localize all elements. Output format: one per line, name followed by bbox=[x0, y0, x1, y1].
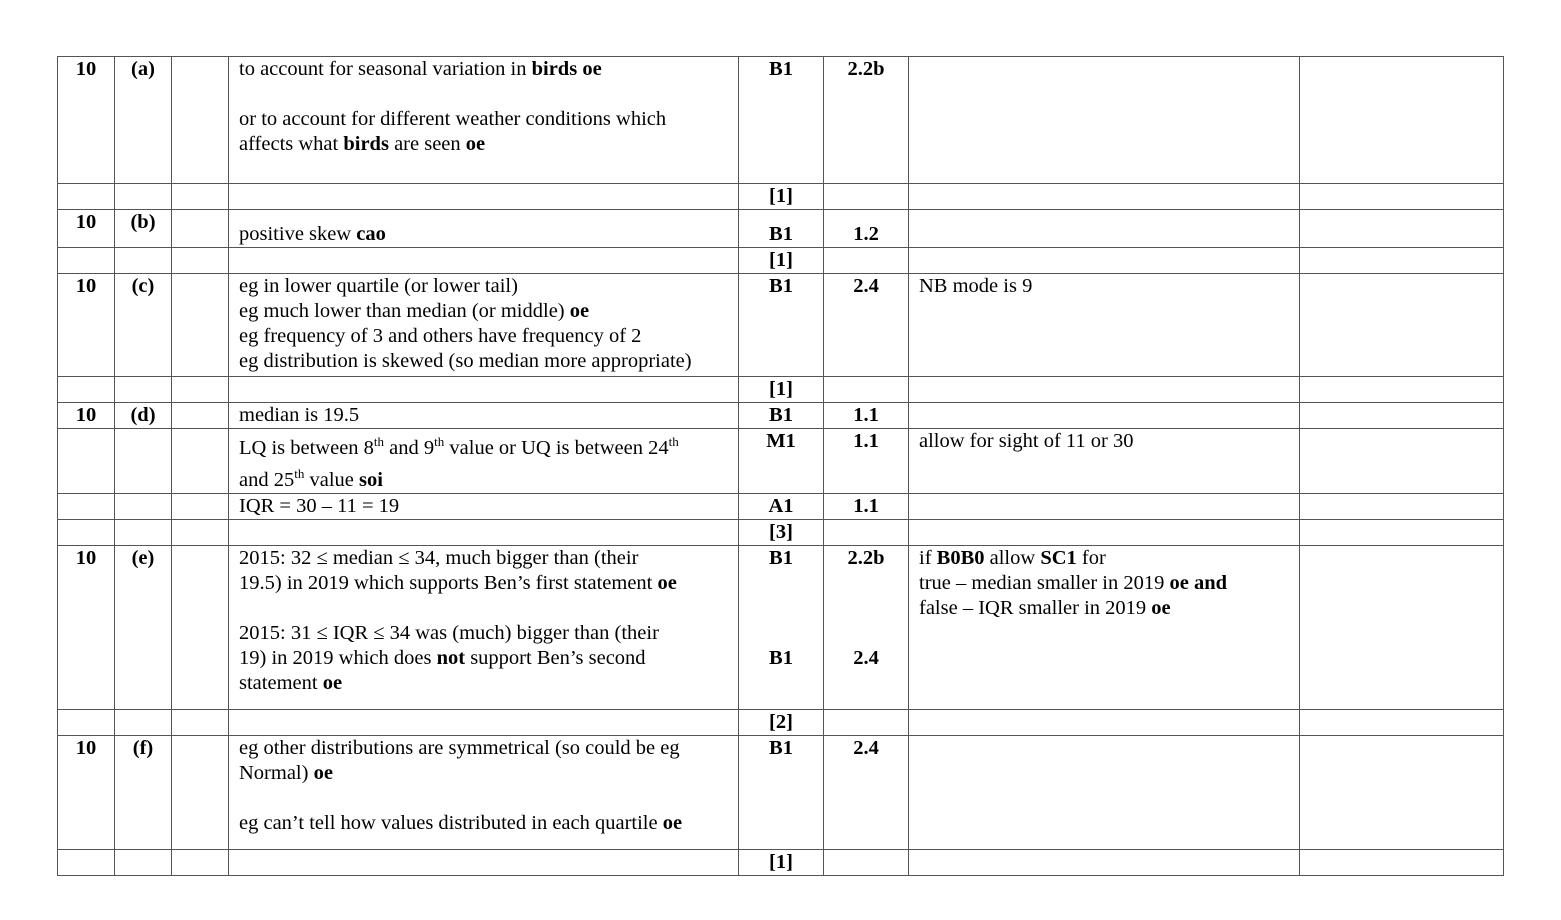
marks-cell: B1 bbox=[739, 735, 824, 849]
answer-cell: LQ is between 8th and 9th value or UQ is between 24th and 25th value soi bbox=[229, 429, 739, 494]
ao-cell: 1.1 bbox=[824, 493, 909, 519]
total-marks: [1] bbox=[739, 248, 824, 274]
row-10d-2 bbox=[58, 429, 1504, 494]
question-number: 10 bbox=[58, 545, 115, 709]
answer-cell: positive skew cao bbox=[229, 210, 739, 248]
total-marks: [1] bbox=[739, 377, 824, 403]
question-number: 10 bbox=[58, 57, 115, 184]
question-part: (b) bbox=[115, 210, 172, 248]
total-marks: [2] bbox=[739, 709, 824, 735]
ao-cell: 1.1 bbox=[824, 403, 909, 429]
total-row bbox=[58, 849, 1504, 875]
subpart-cell bbox=[172, 57, 229, 184]
question-number: 10 bbox=[58, 210, 115, 248]
row-10e bbox=[58, 545, 1504, 709]
ao-cell: 1.2 bbox=[824, 210, 909, 248]
question-number: 10 bbox=[58, 403, 115, 429]
row-10d-1 bbox=[58, 403, 1504, 429]
row-10a bbox=[58, 57, 1504, 184]
marks-cell: M1 bbox=[739, 429, 824, 494]
guidance-cell: allow for sight of 11 or 30 bbox=[909, 429, 1300, 494]
answer-cell: to account for seasonal variation in birds oe or to account for different weather conditions which affects what birds are seen oe bbox=[229, 57, 739, 184]
answer-cell: IQR = 30 – 11 = 19 bbox=[229, 493, 739, 519]
question-part: (e) bbox=[115, 545, 172, 709]
total-row bbox=[58, 709, 1504, 735]
guidance-cell bbox=[909, 57, 1300, 184]
total-marks: [1] bbox=[739, 184, 824, 210]
question-part: (c) bbox=[115, 274, 172, 377]
answer-cell: eg in lower quartile (or lower tail) eg much lower than median (or middle) oe eg frequency of 3 and others have frequency of 2 eg distribution is skewed (so median more appropriate) bbox=[229, 274, 739, 377]
question-part: (f) bbox=[115, 735, 172, 849]
ao-cell: 2.4 bbox=[824, 735, 909, 849]
guidance-cell: if B0B0 allow SC1 for true – median smaller in 2019 oe and false – IQR smaller in 2019 oe bbox=[909, 545, 1300, 709]
marks-cell: B1 bbox=[739, 274, 824, 377]
answer-cell: eg other distributions are symmetrical (so could be eg Normal) oe eg can’t tell how values distributed in each quartile oe bbox=[229, 735, 739, 849]
row-10f bbox=[58, 735, 1504, 849]
ao-cell: 1.1 bbox=[824, 429, 909, 494]
row-10d-3 bbox=[58, 493, 1504, 519]
total-marks: [1] bbox=[739, 849, 824, 875]
total-row bbox=[58, 377, 1504, 403]
extra-cell bbox=[1300, 57, 1504, 184]
question-number: 10 bbox=[58, 274, 115, 377]
mark-scheme-table bbox=[57, 56, 1504, 876]
marks-cell: A1 bbox=[739, 493, 824, 519]
total-row bbox=[58, 248, 1504, 274]
total-row bbox=[58, 184, 1504, 210]
marks-cell: B1 bbox=[739, 210, 824, 248]
row-10b bbox=[58, 210, 1504, 248]
ao-cell: 2.4 bbox=[824, 274, 909, 377]
question-number: 10 bbox=[58, 735, 115, 849]
ao-cell: 2.2b bbox=[824, 57, 909, 184]
row-10c bbox=[58, 274, 1504, 377]
marks-cell: B1 bbox=[739, 57, 824, 184]
question-part: (a) bbox=[115, 57, 172, 184]
marks-cell: B1 bbox=[739, 403, 824, 429]
total-row bbox=[58, 519, 1504, 545]
marks-cell: B1 B1 bbox=[739, 545, 824, 709]
guidance-cell: NB mode is 9 bbox=[909, 274, 1300, 377]
ao-cell: 2.2b 2.4 bbox=[824, 545, 909, 709]
total-marks: [3] bbox=[739, 519, 824, 545]
answer-cell: median is 19.5 bbox=[229, 403, 739, 429]
question-part: (d) bbox=[115, 403, 172, 429]
answer-cell: 2015: 32 ≤ median ≤ 34, much bigger than (their 19.5) in 2019 which supports Ben’s first statement oe 2015: 31 ≤ IQR ≤ 34 was (much) bigger than (their 19) in 2019 which does not support Ben’s second statement oe bbox=[229, 545, 739, 709]
